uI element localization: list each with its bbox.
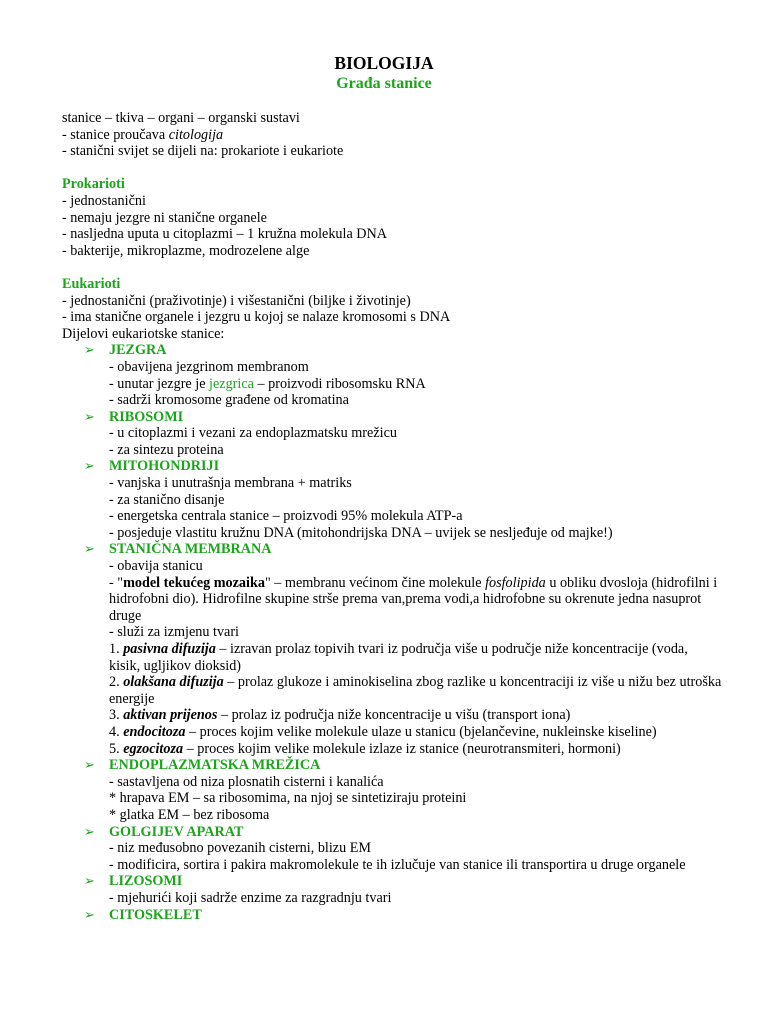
list-item: - unutar jezgre je jezgrica – proizvodi ribosomsku RNA	[109, 375, 426, 392]
section-heading: STANIČNA MEMBRANA	[109, 541, 272, 558]
list-item: - služi za izmjenu tvari	[109, 624, 240, 641]
section-golgi	[62, 824, 722, 841]
section-heading: GOLGIJEV APARAT	[109, 823, 244, 840]
section-heading: MITOHONDRIJI	[109, 458, 220, 475]
model-term: model tekućeg mozaika	[123, 574, 265, 591]
section-em	[62, 757, 722, 774]
section-ribosomi	[62, 409, 722, 426]
eukarioti-heading: Eukarioti	[62, 275, 121, 292]
section-heading: RIBOSOMI	[109, 408, 184, 425]
list-item: - bakterije, mikroplazme, modrozelene alge	[62, 242, 310, 259]
list-item: - za sintezu proteina	[109, 441, 224, 458]
intro-line: stanice – tkiva – organi – organski sustavi	[62, 110, 300, 126]
transport-term: olakšana difuzija	[123, 674, 224, 691]
list-item: - posjeduje vlastitu kružnu DNA (mitohondrijska DNA – uvijek se nesljeđuje od majke!)	[109, 524, 613, 541]
arrow-bullet-icon: ➢	[84, 873, 95, 889]
list-item: - "model tekućeg mozaika" – membranu većinom čine molekule fosfolipida u obliku dvosloja (hidrofilni i hidrofobni dio). Hidrofilne skupine strše prema van,prema vodi,a hidrofobne su okrenute jedna nasuprot druge	[109, 574, 718, 624]
section-lizosomi	[62, 873, 722, 890]
intro-line: - stanice proučava citologija	[62, 126, 224, 143]
transport-term: pasivna difuzija	[123, 641, 216, 657]
section-jezgra	[62, 342, 722, 359]
section-membrana	[62, 541, 722, 558]
list-item: - obavijena jezgrinom membranom	[109, 358, 309, 375]
section-mitohondriji	[62, 458, 722, 475]
document-body	[62, 110, 722, 923]
citologija-term: citologija	[168, 126, 224, 143]
list-item: - modificira, sortira i pakira makromolekule te ih izlučuje van stanice ili transportira u druge organele	[109, 856, 686, 873]
jezgrica-term: jezgrica	[209, 375, 254, 392]
section-citoskelet	[62, 907, 722, 924]
list-item: - niz međusobno povezanih cisterni, blizu EM	[109, 840, 372, 857]
arrow-bullet-icon: ➢	[84, 342, 95, 358]
list-item: - nasljedna uputa u citoplazmi – 1 kružna molekula DNA	[62, 226, 388, 243]
arrow-bullet-icon: ➢	[84, 541, 95, 557]
section-heading: LIZOSOMI	[109, 873, 183, 890]
intro-line: - stanični svijet se dijeli na: prokariote i eukariote	[62, 143, 344, 160]
transport-term: endocitoza	[123, 723, 186, 740]
document-title: BIOLOGIJA	[334, 53, 434, 73]
transport-term: egzocitoza	[123, 740, 184, 757]
transport-item: 3. aktivan prijenos – prolaz iz područja niže koncentracije u višu (transport iona)	[109, 707, 571, 724]
list-item: - energetska centrala stanice – proizvodi 95% molekula ATP-a	[109, 508, 463, 525]
list-item: - sastavljena od niza plosnatih cisterni i kanalića	[109, 773, 384, 790]
list-item: - nemaju jezgre ni stanične organele	[62, 209, 267, 226]
transport-term: aktivan prijenos	[123, 707, 218, 724]
arrow-bullet-icon: ➢	[84, 458, 95, 474]
list-item: - ima stanične organele i jezgru u kojoj se nalaze kromosomi s DNA	[62, 309, 451, 326]
document-subtitle: Građa stanice	[336, 75, 432, 92]
prokarioti-heading: Prokarioti	[62, 176, 125, 193]
arrow-bullet-icon: ➢	[84, 408, 95, 424]
fosfolipida-term: fosfolipida	[485, 574, 546, 591]
list-item: - vanjska i unutrašnja membrana + matriks	[109, 475, 352, 492]
section-heading: JEZGRA	[109, 342, 167, 359]
list-item: - jednostanični (praživotinje) i višestanični (biljke i životinje)	[62, 292, 411, 309]
transport-item: 5. egzocitoza – proces kojim velike molekule izlaze iz stanice (neurotransmiteri, hormoni)	[109, 740, 621, 757]
list-item: - u citoplazmi i vezani za endoplazmatsku mrežicu	[109, 425, 397, 442]
arrow-bullet-icon: ➢	[84, 906, 95, 922]
arrow-bullet-icon: ➢	[84, 823, 95, 839]
list-item: * glatka EM – bez ribosoma	[109, 806, 270, 823]
list-item: Dijelovi eukariotske stanice:	[62, 325, 225, 342]
arrow-bullet-icon: ➢	[84, 757, 95, 773]
list-item: * hrapava EM – sa ribosomima, na njoj se sintetiziraju proteini	[109, 790, 467, 807]
transport-item: 1. pasivna difuzija – izravan prolaz topivih tvari iz područja više u područje niže koncentracije (voda, kisik, ugljikov dioksid)	[109, 641, 688, 674]
list-item: - mjehurići koji sadrže enzime za razgradnju tvari	[109, 889, 392, 906]
section-heading: ENDOPLAZMATSKA MREŽICA	[109, 757, 321, 774]
section-heading: CITOSKELET	[109, 906, 202, 923]
list-item: - sadrži kromosome građene od kromatina	[109, 392, 349, 409]
transport-item: 2. olakšana difuzija – prolaz glukoze i aminokiselina zbog razlike u koncentraciji iz više u nižu bez utroška energije	[109, 674, 722, 707]
list-item: - za stanično disanje	[109, 491, 225, 508]
transport-item: 4. endocitoza – proces kojim velike molekule ulaze u stanicu (bjelančevine, nukleinske kiseline)	[109, 723, 657, 740]
list-item: - obavija stanicu	[109, 558, 203, 575]
list-item: - jednostanični	[62, 192, 146, 209]
